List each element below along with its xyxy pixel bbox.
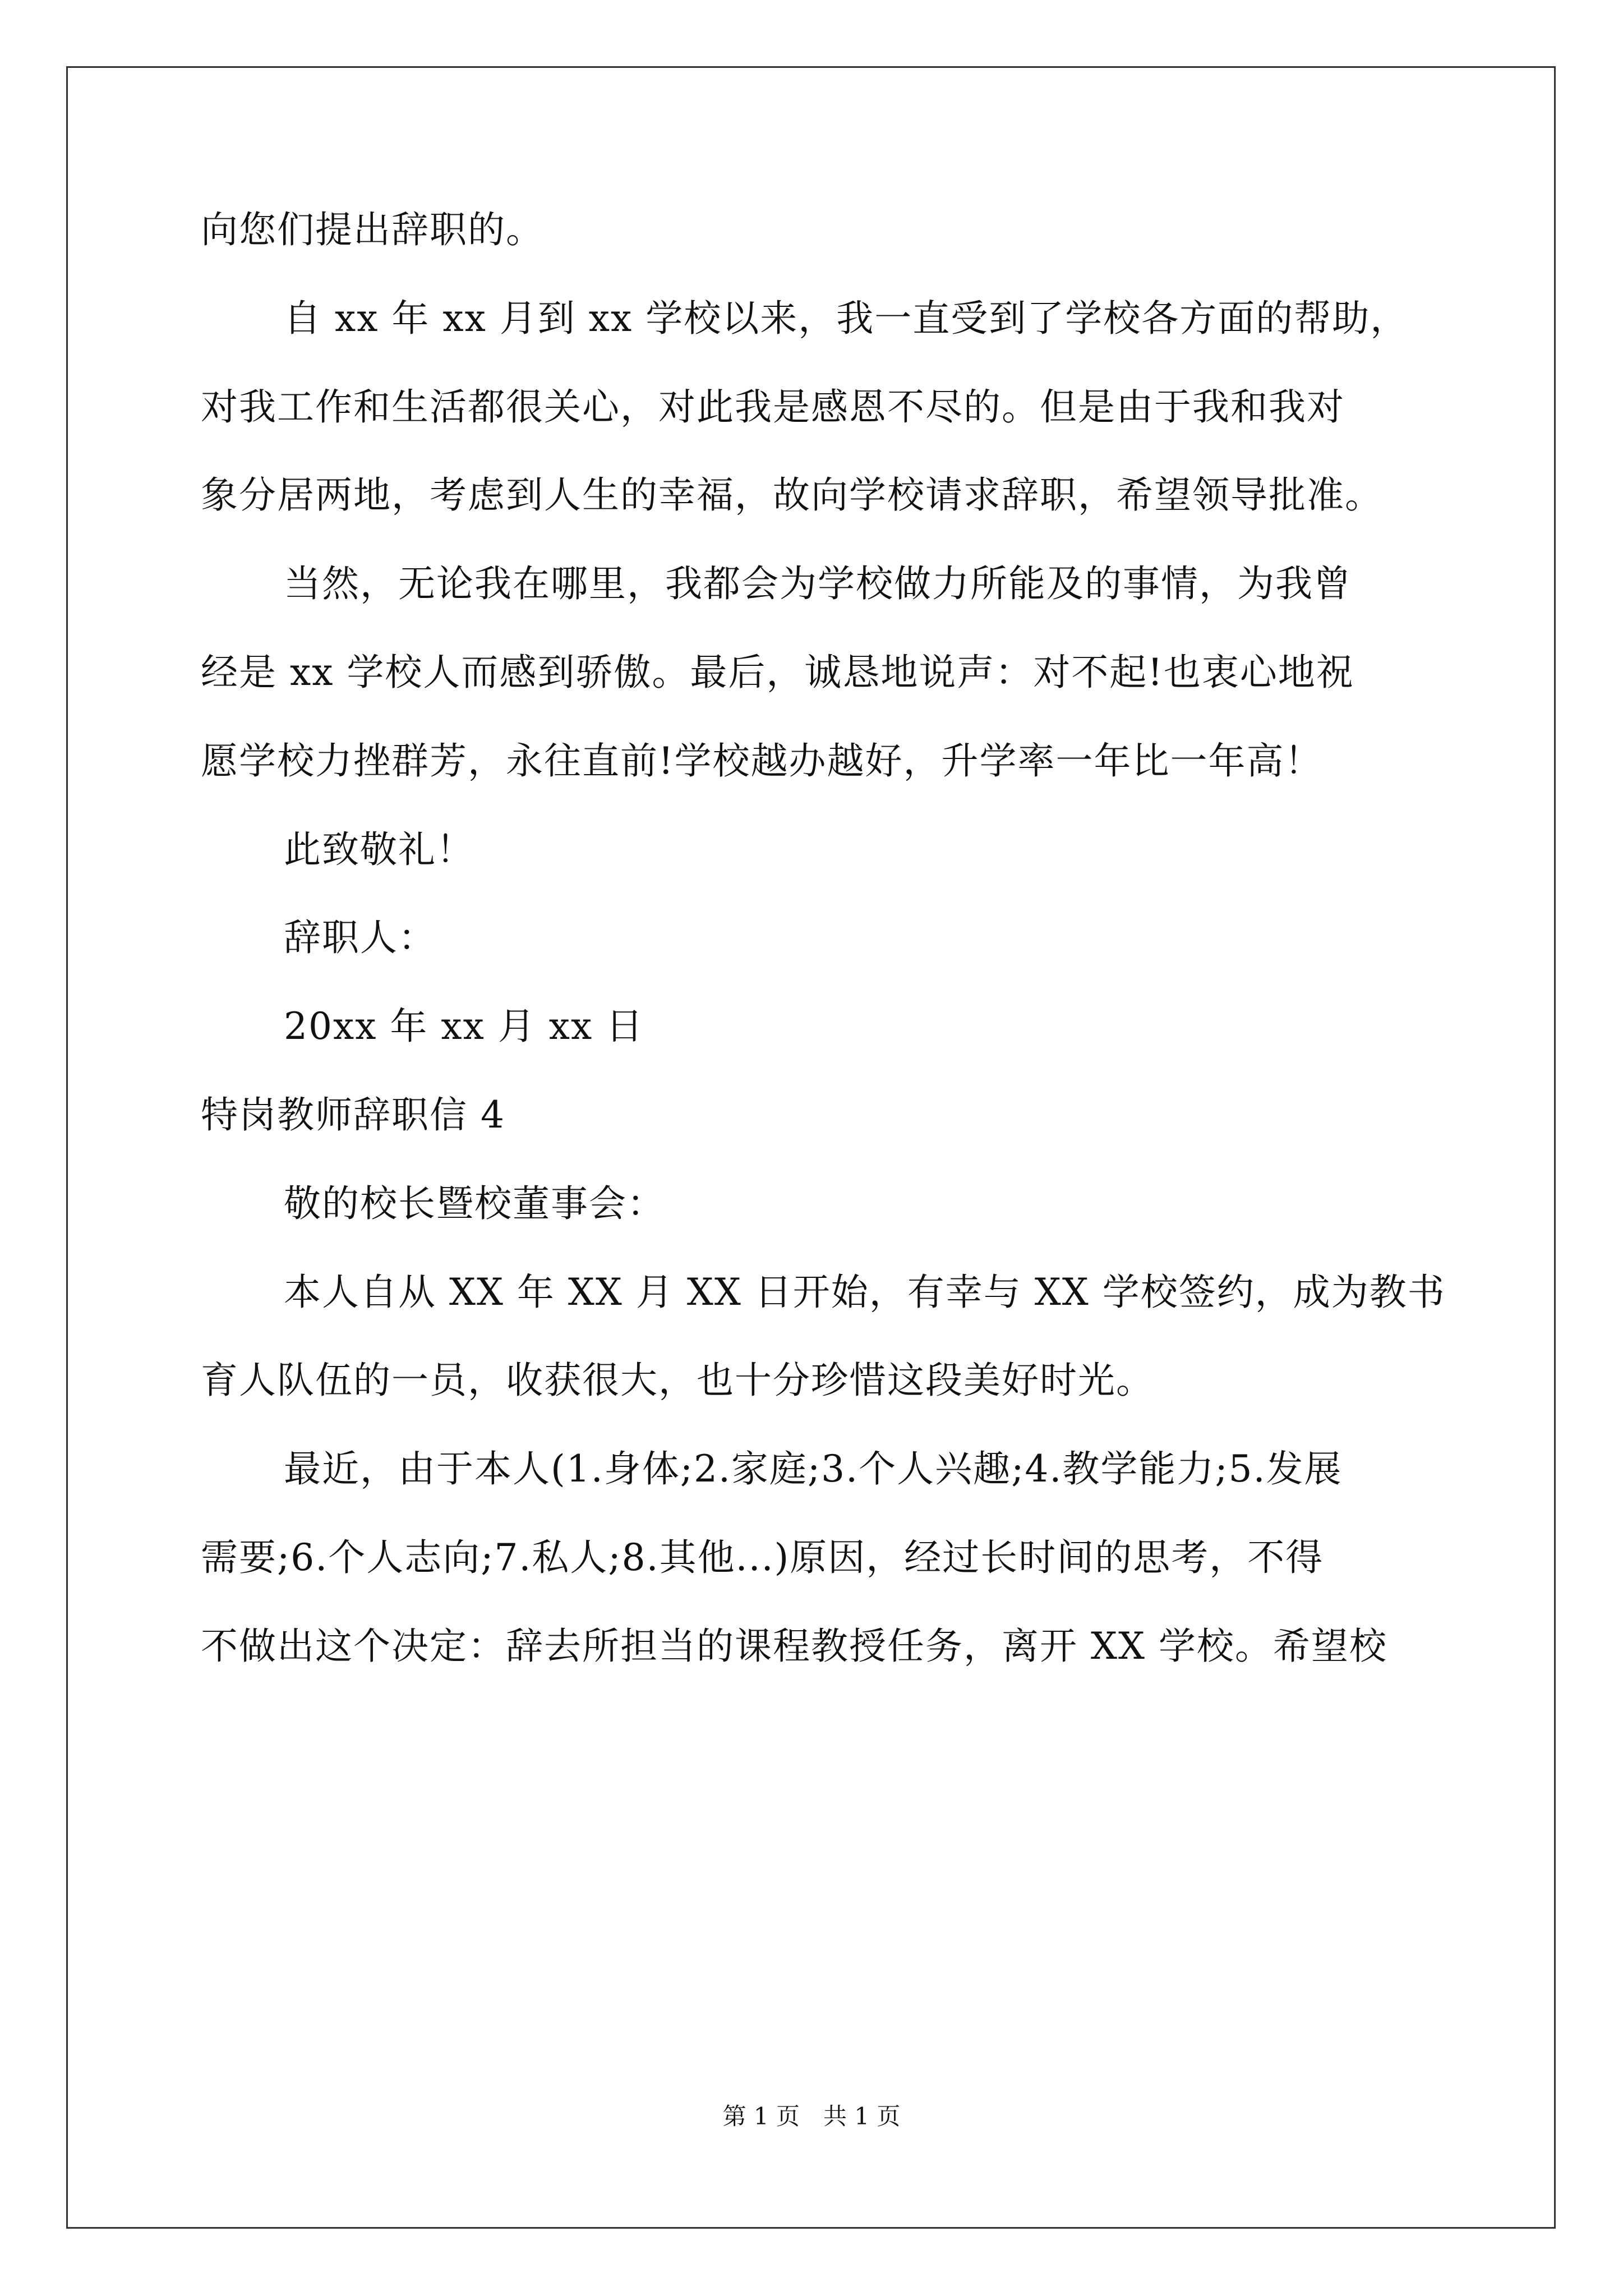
page-footer: 第 1 页 共 1 页 xyxy=(722,2102,901,2130)
text-line-17: 不做出这个决定：辞去所担当的课程教授任务，离开 XX 学校。希望校 xyxy=(201,1624,1387,1668)
text-line-1: 向您们提出辞职的。 xyxy=(201,208,544,251)
closing-salutation: 此致敬礼！ xyxy=(284,827,474,871)
text-line-4: 象分居两地，考虑到人生的幸福，故向学校请求辞职，希望领导批准。 xyxy=(201,473,1383,517)
letter-greeting: 敬的校长暨校董事会： xyxy=(284,1181,665,1225)
text-line-2: 自 xx 年 xx 月到 xx 学校以来，我一直受到了学校各方面的帮助， xyxy=(284,296,1409,340)
text-line-13: 本人自从 XX 年 XX 月 XX 日开始，有幸与 XX 学校签约，成为教书 xyxy=(284,1270,1446,1314)
text-line-15: 最近，由于本人(1.身体;2.家庭;3.个人兴趣;4.教学能力;5.发展 xyxy=(284,1447,1343,1491)
text-line-5: 当然，无论我在哪里，我都会为学校做力所能及的事情，为我曾 xyxy=(284,562,1352,606)
text-line-3: 对我工作和生活都很关心，对此我是感恩不尽的。但是由于我和我对 xyxy=(201,385,1345,429)
signature-date: 20xx 年 xx 月 xx 日 xyxy=(284,1005,644,1048)
signature-label: 辞职人： xyxy=(284,916,436,960)
text-line-14: 育人队伍的一员，收获很大，也十分珍惜这段美好时光。 xyxy=(201,1359,1154,1402)
text-line-7: 愿学校力挫群芳，永往直前!学校越办越好，升学率一年比一年高！ xyxy=(201,739,1323,783)
text-line-16: 需要;6.个人志向;7.私人;8.其他...)原因，经过长时间的思考，不得 xyxy=(201,1535,1324,1579)
section-heading: 特岗教师辞职信 4 xyxy=(201,1093,505,1137)
document-body xyxy=(201,208,1446,1713)
text-line-6: 经是 xx 学校人而感到骄傲。最后，诚恳地说声：对不起!也衷心地祝 xyxy=(201,650,1354,694)
